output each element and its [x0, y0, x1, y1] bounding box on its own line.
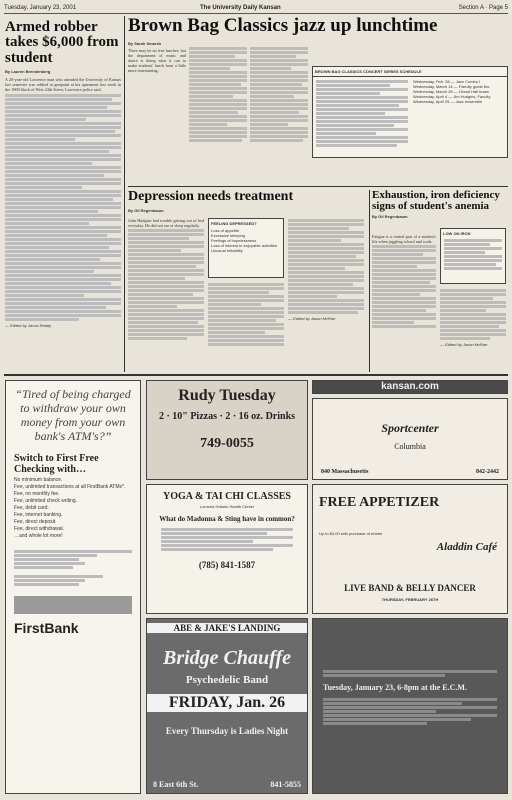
abe-jakes-ad — [146, 618, 308, 794]
armed-robber-credit: — Edited by Jacob Reddy — [5, 322, 52, 328]
brown-bag-lede: There may be no free lunches, but the department of music and dance is doing what it can to make students' lunch hour a little more entertaining. — [128, 48, 186, 73]
feeling-depressed-box — [208, 218, 284, 278]
free-appetizer-sub: Up to $4.00 with purchase of entree — [319, 531, 383, 536]
depression-byline: By Gil Regenbaum — [128, 208, 164, 214]
firstbank-item: No minimum balance. — [14, 477, 63, 483]
ladies-night: Every Thursday is Ladies Night — [165, 726, 289, 736]
firstbank-item: Fee, direct deposit. — [14, 519, 57, 525]
rudy-tuesday-ad — [146, 380, 308, 480]
abe-jakes-title: ABE & JAKE'S LANDING — [147, 623, 307, 633]
belly-dancer-text: LIVE BAND & BELLY DANCER — [344, 583, 476, 593]
concert-schedule-box — [312, 66, 508, 158]
columbia-logo: Columbia — [394, 442, 426, 451]
exhaustion-title: Exhaustion, iron deficiency signs of student's anemia — [372, 190, 500, 213]
bridge-chauffe: Bridge Chauffe — [163, 647, 291, 669]
ecm-event-ad — [312, 618, 508, 794]
rudy-phone: 749-0055 — [200, 436, 254, 451]
depression-credit: — Edited by Jason McRae — [288, 316, 336, 321]
header-date: Tuesday, January 23, 2001 — [4, 5, 77, 11]
sportcenter-ad — [312, 398, 508, 480]
header-section: Section A · Page 5 — [458, 5, 508, 11]
header-paper-name: The University Daily Kansan — [200, 5, 281, 11]
yoga-question: What do Madonna & Sting have in common? — [159, 515, 295, 523]
depression-title: Depression needs treatment — [128, 190, 294, 204]
brown-bag-title: Brown Bag Classics jazz up lunchtime — [128, 16, 438, 36]
low-on-iron-box — [440, 228, 506, 284]
concert-item: Wednesday, Feb. 28 — Jazz Combo I — [413, 79, 481, 84]
box-item: Loss of appetite — [211, 228, 240, 233]
sportcenter-phone: 842-2442 — [476, 469, 499, 475]
psychedelic-band: Psychedelic Band — [185, 674, 269, 686]
exhaustion-lede: Fatigue is a central part of a student's life when juggling school and work. — [372, 234, 436, 244]
exhaustion-byline: By Gil Regenbaum — [372, 214, 408, 220]
box-item: Feelings of hopelessness — [211, 238, 257, 243]
free-appetizer-title: FREE APPETIZER — [319, 495, 440, 510]
armed-robber-article — [5, 20, 121, 372]
armed-robber-lede: A 20-year-old Lawrence man who attended the University of Kansas last semester was robbed at gunpoint at his apartment last week in the 1900 block of West 24th Street, Lawrence police said. — [5, 76, 121, 92]
armed-robber-title: Armed robber takes $6,000 from student — [5, 20, 119, 66]
yoga-center: Lumoria Holistic Health Center — [199, 504, 255, 509]
firstbank-cards-image — [14, 596, 132, 614]
ecm-event-date: Tuesday, January 23, 6-8pm at the E.C.M. — [323, 683, 467, 692]
concert-schedule-title: BROWN BAG CLASSICS CONCERT SERIES SCHEDULE — [313, 67, 507, 77]
yoga-phone: (785) 841-1587 — [198, 560, 256, 570]
rudy-title: Rudy Tuesday — [178, 387, 276, 404]
low-on-iron-title: LOW ON IRON — [443, 231, 471, 236]
firstbank-item: Fee, direct withdrawal. — [14, 526, 65, 532]
brown-bag-article — [128, 16, 508, 184]
feeling-depressed-title: FEELING DEPRESSED? — [211, 221, 257, 226]
sportcenter-logo: Sportcenter — [381, 421, 439, 435]
concert-item: Wednesday, April 4 — Jim Hudgins, Faculty — [413, 94, 491, 99]
aladdin-logo: Aladdin Café — [436, 541, 497, 553]
concert-item: Wednesday, March 28 — Oread Hall brass — [413, 89, 489, 94]
concert-item: Wednesday, March 14 — Faculty guest trio — [413, 84, 490, 89]
aladdin-cafe-ad — [312, 484, 508, 614]
firstbank-headline: “Tired of being charged to withdraw your own money from your own bank's ATM's?” — [15, 387, 131, 443]
box-item: Excessive sleeping — [211, 233, 246, 238]
kansan-com-banner[interactable] — [312, 380, 508, 394]
abe-jakes-address: 8 East 6th St. — [153, 780, 199, 789]
belly-dancer-date: THURSDAY, FEBRUARY 26TH — [381, 597, 439, 602]
firstbank-item: …and whole lot more! — [14, 533, 63, 539]
exhaustion-credit: — Edited by Jason McRae — [440, 342, 488, 347]
firstbank-item: Fee, no monthly fee. — [14, 491, 60, 497]
box-item: Unusual irritability — [211, 248, 243, 253]
firstbank-item: Fee, unlimited check writing. — [14, 498, 78, 504]
rudy-deal: 2 · 10" Pizzas · 2 · 16 oz. Drinks — [158, 411, 296, 422]
firstbank-item: Fee, internet banking. — [14, 512, 63, 518]
armed-robber-byline: By Lauren Breedenberg — [5, 68, 51, 74]
depression-lede: John Hudgins had trouble getting out of bed everyday. He did not eat or sleep regularly. — [128, 218, 204, 228]
kansan-com-text: kansan.com — [381, 381, 439, 392]
abe-jakes-phone: 841-5855 — [270, 780, 301, 789]
depression-article — [128, 190, 366, 372]
yoga-tai-chi-ad — [146, 484, 308, 614]
box-item: Loss of interest in enjoyable activities — [211, 243, 278, 248]
sportcenter-address: 840 Massachusetts — [321, 469, 369, 475]
firstbank-item: Fee, unlimited transactions at all FirstBank ATMs*. — [14, 484, 126, 490]
exhaustion-article — [372, 190, 508, 372]
page-header — [4, 2, 508, 14]
brown-bag-byline: By Sarah Smarsh — [128, 41, 162, 46]
firstbank-logo: FirstBank — [14, 620, 79, 636]
abe-jakes-date: FRIDAY, Jan. 26 — [147, 694, 307, 712]
concert-item: Wednesday, April 25 — Jazz ensemble — [413, 99, 483, 104]
firstbank-ad — [5, 380, 141, 794]
firstbank-switch-title: Switch to First Free Checking with… — [14, 453, 99, 475]
firstbank-item: Fee, debit card. — [14, 505, 49, 511]
yoga-title: YOGA & TAI CHI CLASSES — [163, 491, 291, 502]
